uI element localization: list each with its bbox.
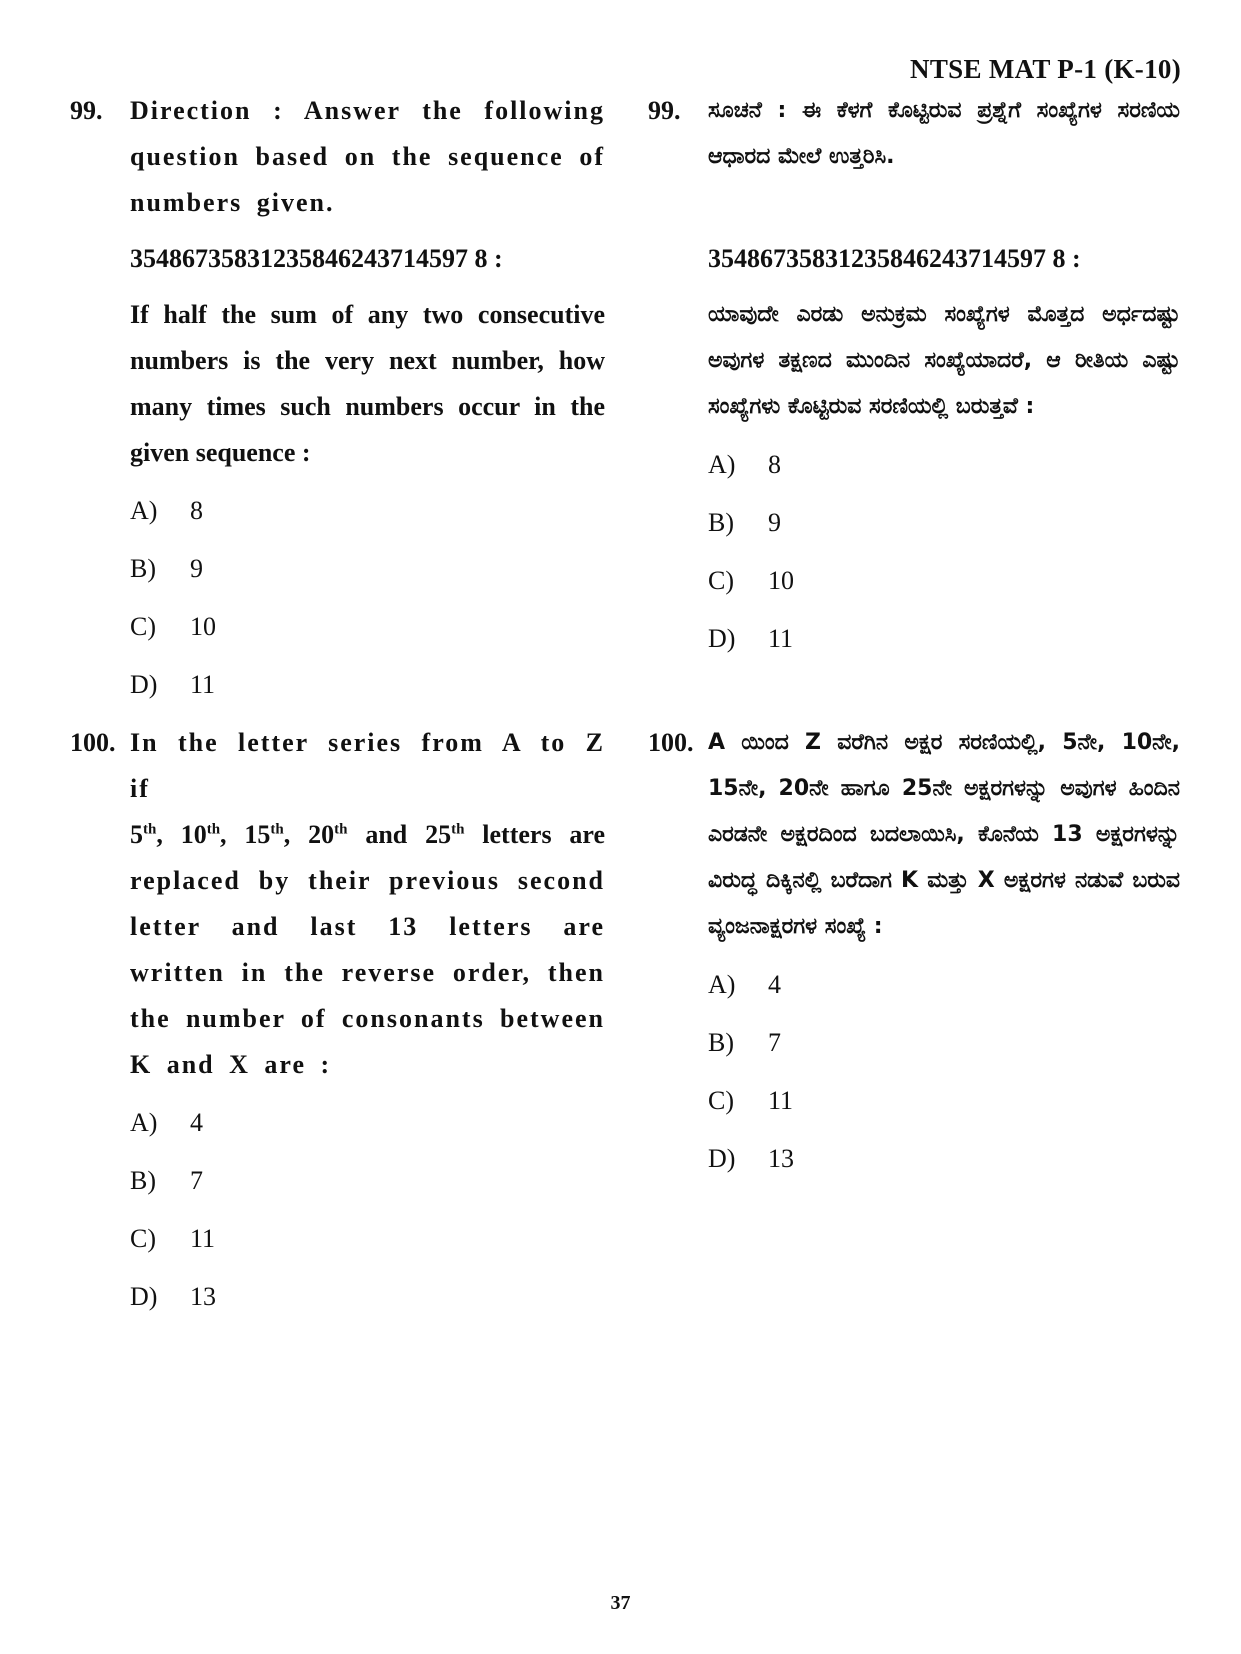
option-d[interactable]: D) 11 bbox=[708, 624, 794, 653]
option-a[interactable]: A) 4 bbox=[708, 970, 781, 999]
option-a[interactable]: A) 4 bbox=[130, 1108, 203, 1137]
answer-options bbox=[708, 436, 1180, 668]
answer-options bbox=[130, 482, 605, 714]
number-sequence: 35486735831235846243714597 8 : bbox=[708, 244, 1081, 273]
question-text: If half the sum of any two consecutive numbers is the very next number, how many times such numbers occur in the given sequence : bbox=[130, 300, 605, 467]
option-c[interactable]: C) 11 bbox=[130, 1224, 216, 1253]
option-c[interactable]: C) 10 bbox=[130, 612, 216, 641]
option-c[interactable]: C) 11 bbox=[708, 1086, 794, 1115]
question-direction: ಸೂಚನೆ : ಈ ಕೆಳಗೆ ಕೊಟ್ಟಿರುವ ಪ್ರಶ್ನೆಗೆ ಸಂಖ್ಯೆಗಳ ಸರಣಿಯ ಆಧಾರದ ಮೇಲೆ ಉತ್ತರಿಸಿ. bbox=[708, 98, 1180, 169]
question-number: 100. bbox=[70, 728, 116, 757]
question-text: ಯಾವುದೇ ಎರಡು ಅನುಕ್ರಮ ಸಂಖ್ಯೆಗಳ ಮೊತ್ತದ ಅರ್ಧದಷ್ಟು ಅವುಗಳ ತಕ್ಷಣದ ಮುಂದಿನ ಸಂಖ್ಯೆಯಾದರೆ, ಆ ರೀತಿಯ ಎಷ್ಟು ಸಂಖ್ಯೆಗಳು ಕೊಟ್ಟಿರುವ ಸರಣಿಯಲ್ಲಿ ಬರುತ್ತವೆ : bbox=[708, 302, 1180, 419]
question-100-en bbox=[70, 720, 605, 1326]
option-b[interactable]: B) 9 bbox=[708, 508, 781, 537]
option-b[interactable]: B) 9 bbox=[130, 554, 203, 583]
option-b[interactable]: B) 7 bbox=[130, 1166, 203, 1195]
question-number: 100. bbox=[648, 728, 694, 757]
option-d[interactable]: D) 13 bbox=[708, 1144, 794, 1173]
answer-options bbox=[130, 1094, 605, 1326]
question-direction: Direction : Answer the following question based on the sequence of numbers given. bbox=[130, 96, 605, 217]
question-number: 99. bbox=[70, 96, 103, 125]
option-c[interactable]: C) 10 bbox=[708, 566, 794, 595]
answer-options bbox=[708, 956, 1180, 1188]
page-header: NTSE MAT P-1 (K-10) bbox=[910, 54, 1181, 84]
page-number: 37 bbox=[610, 1592, 631, 1614]
question-text: In the letter series from A to Z if 5th, 10th, 15th, 20th and 25th letters are replaced by their previous second letter and last 13 letters are written in the reverse order, then the number of consonants between K and X are : bbox=[130, 728, 606, 1079]
option-a[interactable]: A) 8 bbox=[130, 496, 203, 525]
question-text: A ಯಿಂದ Z ವರೆಗಿನ ಅಕ್ಷರ ಸರಣಿಯಲ್ಲಿ, 5ನೇ, 10ನೇ, 15ನೇ, 20ನೇ ಹಾಗೂ 25ನೇ ಅಕ್ಷರಗಳನ್ನು ಅವುಗಳ ಹಿಂದಿನ ಎರಡನೇ ಅಕ್ಷರದಿಂದ ಬದಲಾಯಿಸಿ, ಕೊನೆಯ 13 ಅಕ್ಷರಗಳನ್ನು ವಿರುದ್ಧ ದಿಕ್ಕಿನಲ್ಲಿ ಬರೆದಾಗ K ಮತ್ತು X ಅಕ್ಷರಗಳ ನಡುವೆ ಬರುವ ವ್ಯಂಜನಾಕ್ಷರಗಳ ಸಂಖ್ಯೆ : bbox=[708, 730, 1180, 939]
question-99-kn bbox=[648, 88, 1180, 668]
option-b[interactable]: B) 7 bbox=[708, 1028, 781, 1057]
question-number: 99. bbox=[648, 96, 681, 125]
option-d[interactable]: D) 11 bbox=[130, 670, 216, 699]
option-d[interactable]: D) 13 bbox=[130, 1282, 216, 1311]
question-100-kn bbox=[648, 720, 1180, 1188]
question-99-en bbox=[70, 88, 605, 714]
option-a[interactable]: A) 8 bbox=[708, 450, 781, 479]
number-sequence: 35486735831235846243714597 8 : bbox=[130, 244, 503, 273]
